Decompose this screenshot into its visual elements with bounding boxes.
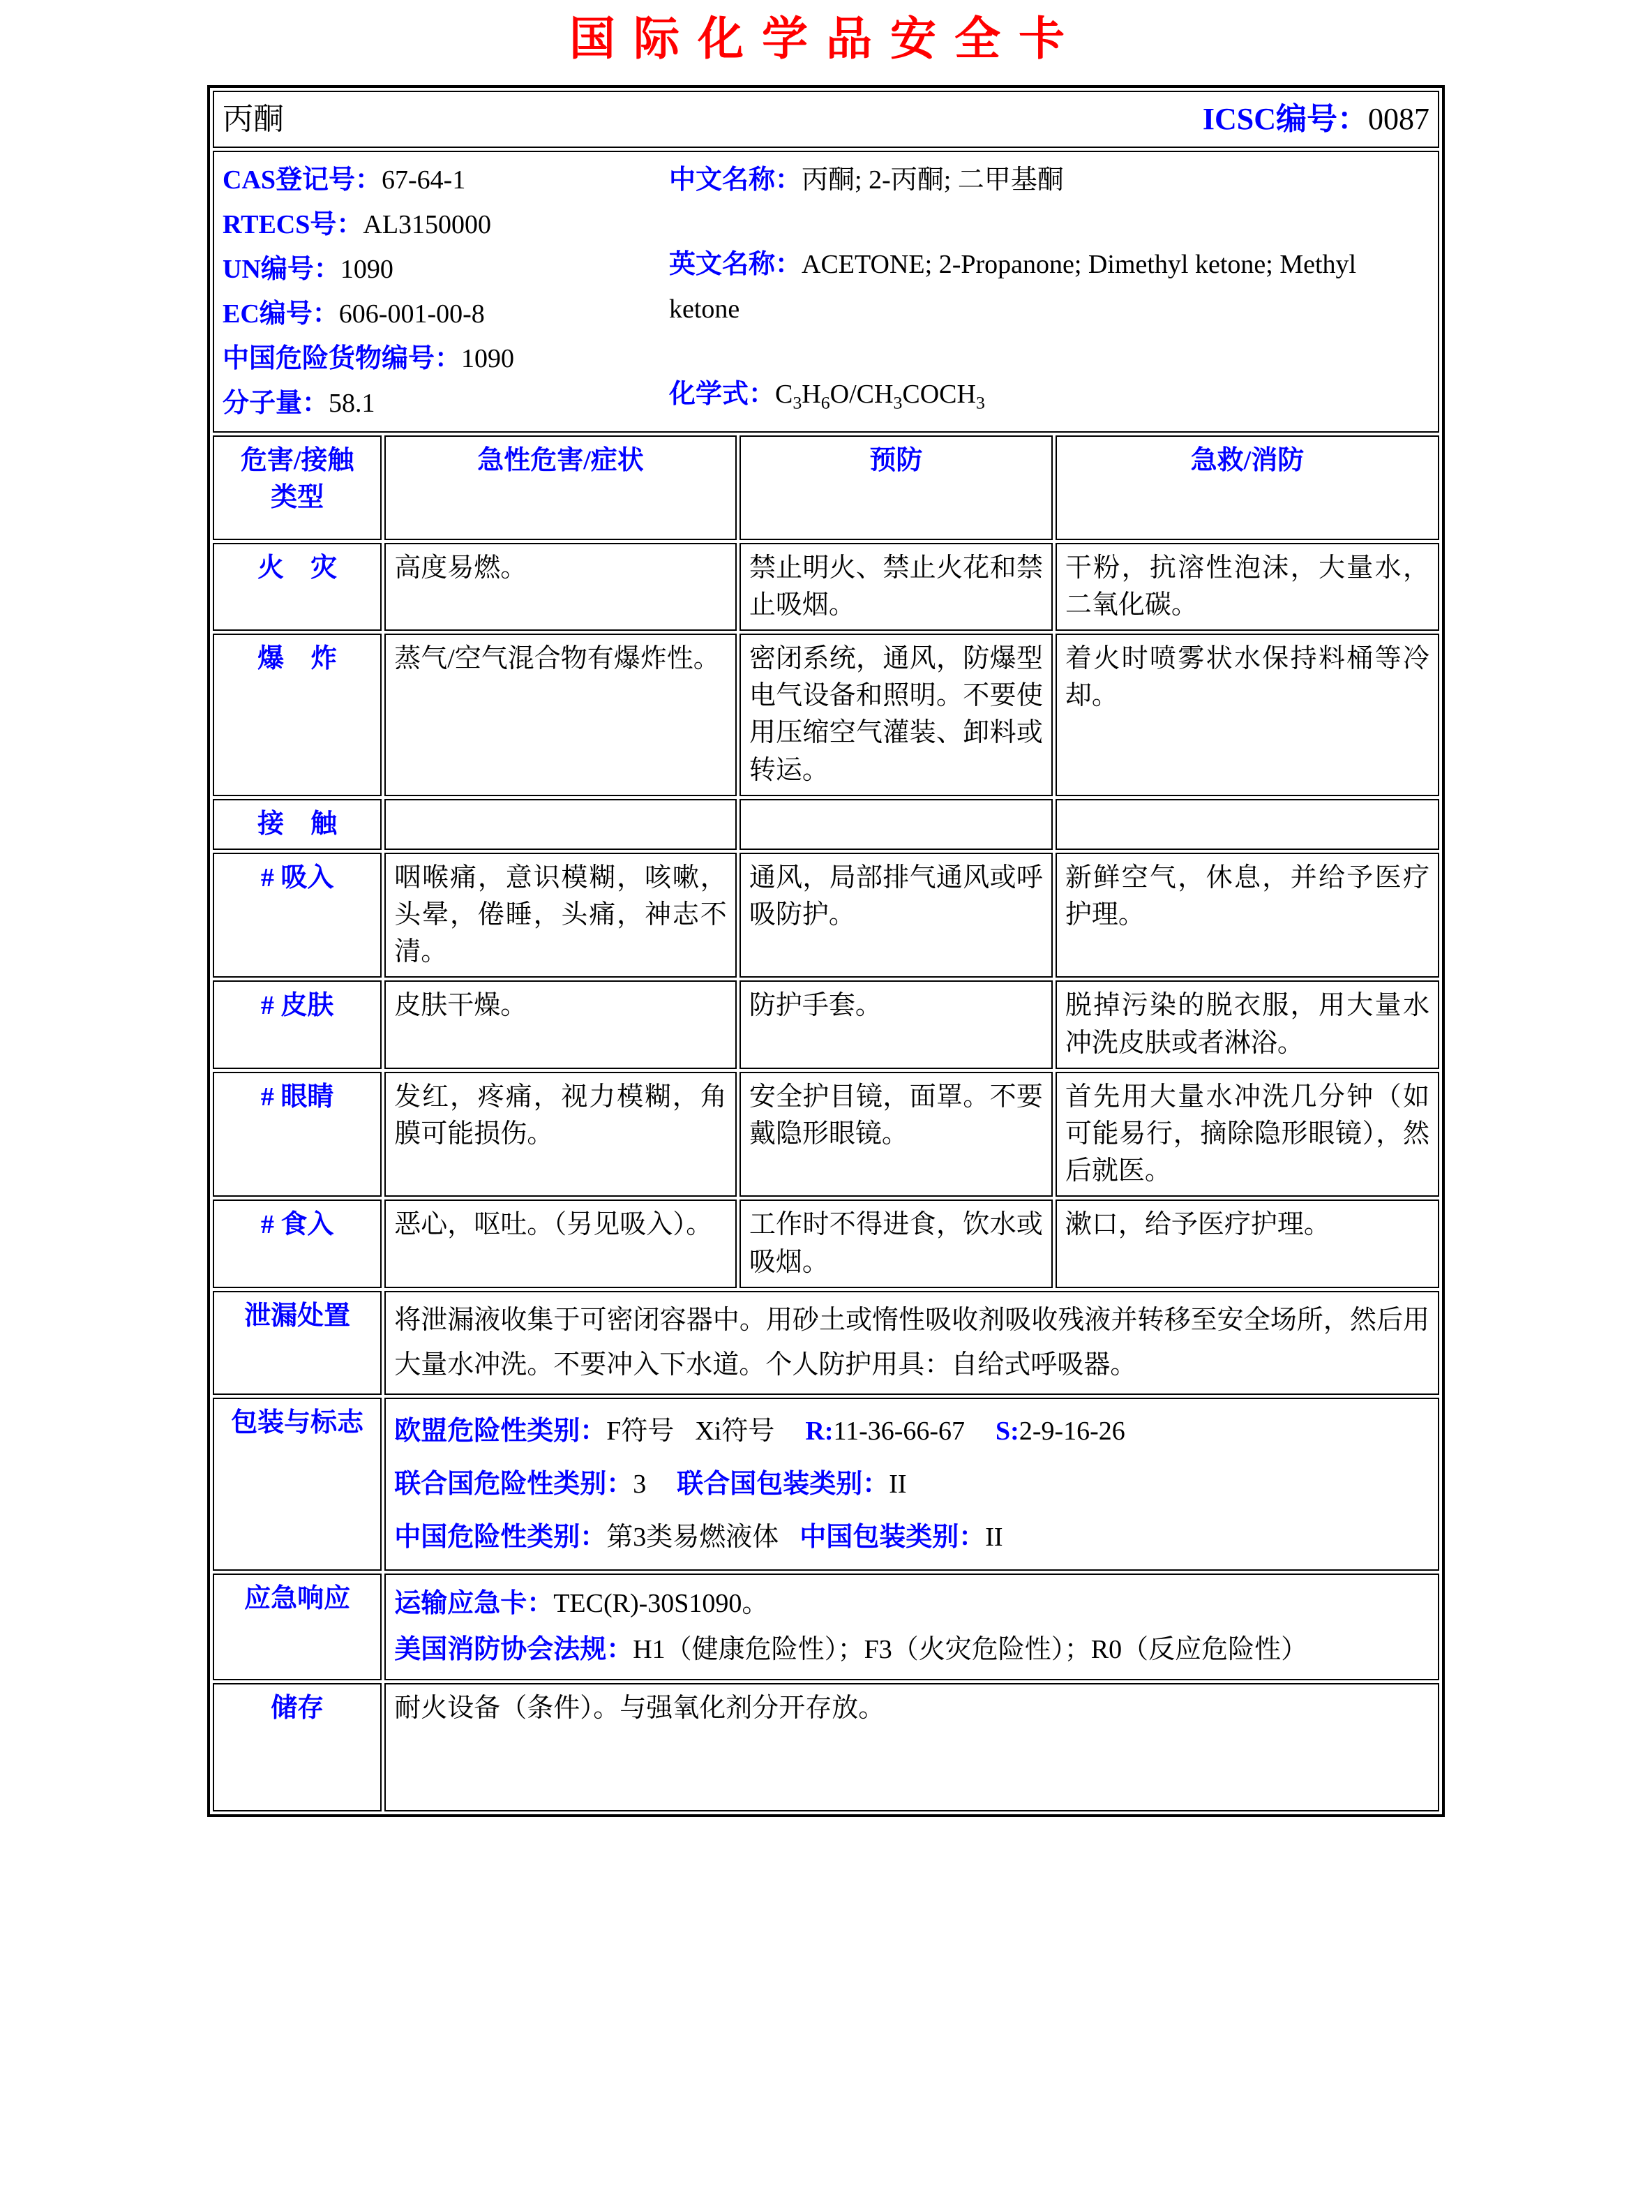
hazard-row-eyes [213,1072,1439,1197]
explosion-label: 爆 炸 [213,634,382,796]
english-name: 英文名称：ACETONE; 2-Propanone; Dimethyl ketone; Methyl ketone [669,250,1357,324]
page-title: 国际化学品安全卡 [569,13,1083,64]
identification-numbers [223,158,669,426]
hazard-header-response: 急救/消防 [1056,435,1439,540]
cn-class-label: 中国危险性类别： [394,1522,607,1552]
storage-text: 耐火设备（条件）。与强氧化剂分开存放。 [394,1693,885,1723]
un-class-label: 联合国危险性类别： [394,1469,633,1499]
eyes-response: 首先用大量水冲洗几分钟（如可能易行，摘除隐形眼镜），然后就医。 [1056,1072,1439,1197]
contact-symptoms [384,799,737,850]
fire-symptoms: 高度易燃。 [384,543,737,631]
inhalation-response: 新鲜空气，休息，并给予医疗护理。 [1056,853,1439,978]
nfpa-value: H1（健康危险性）；F3（火灾危险性）；R0（反应危险性） [633,1635,1308,1665]
card-header-cell [213,91,1439,148]
eu-class-value-1: F符号 [606,1416,675,1446]
hazard-row-ingestion [213,1200,1439,1287]
safety-card-table [207,85,1445,1817]
un-number: UN编号：1090 [223,254,393,284]
cn-class-value: 第3类易燃液体 [606,1522,779,1552]
identification-names [669,158,1429,426]
identification-row [213,151,1439,433]
eyes-prevention: 安全护目镜，面罩。不要戴隐形眼镜。 [739,1072,1053,1197]
s-phrases-label: S: [996,1416,1019,1446]
packaging-eu-line [394,1405,1429,1458]
packaging-un-line [394,1458,1429,1511]
spill-row [213,1291,1439,1395]
transport-card-line [394,1580,1429,1627]
contact-prevention [739,799,1053,850]
packaging-label: 包装与标志 [213,1398,382,1571]
inhalation-prevention: 通风，局部排气通风或呼吸防护。 [739,853,1053,978]
explosion-prevention: 密闭系统，通风，防爆型电气设备和照明。不要使用压缩空气灌装、卸料或转运。 [739,634,1053,796]
emergency-row [213,1574,1439,1680]
icsc-number-value: 0087 [1368,102,1429,136]
emergency-label: 应急响应 [213,1574,382,1680]
storage-label: 储存 [213,1683,382,1811]
packaging-row [213,1398,1439,1571]
un-class-value: 3 [633,1469,647,1499]
explosion-symptoms: 蒸气/空气混合物有爆炸性。 [384,634,737,796]
un-pack-value: II [889,1469,907,1499]
icsc-number [1203,98,1429,141]
ingestion-label: # 食入 [213,1200,382,1287]
hazard-header-type: 危害/接触 类型 [213,435,382,540]
ingestion-prevention: 工作时不得进食，饮水或吸烟。 [739,1200,1053,1287]
emergency-content [384,1574,1439,1680]
eyes-symptoms: 发红，疼痛，视力模糊，角膜可能损伤。 [384,1072,737,1197]
card-header-row [213,91,1439,148]
s-phrases-value: 2-9-16-26 [1019,1416,1125,1446]
molecular-weight: 分子量：58.1 [223,388,375,418]
hazard-row-fire [213,543,1439,631]
fire-response: 干粉，抗溶性泡沫，大量水，二氧化碳。 [1056,543,1439,631]
chinese-name: 中文名称：丙酮; 2-丙酮; 二甲基酮 [669,165,1064,195]
substance-name: 丙酮 [223,102,284,136]
inhalation-label: # 吸入 [213,853,382,978]
storage-content [384,1683,1439,1811]
identification-cell [213,151,1439,433]
rtecs-number: RTECS号：AL3150000 [223,209,492,239]
skin-symptoms: 皮肤干燥。 [384,980,737,1068]
cas-number: CAS登记号：67-64-1 [223,165,466,195]
eu-class-value-2: Xi符号 [695,1416,775,1446]
eyes-label: # 眼睛 [213,1072,382,1197]
hazard-row-inhalation [213,853,1439,978]
storage-row [213,1683,1439,1811]
r-phrases-value: 11-36-66-67 [833,1416,966,1446]
icsc-number-label: ICSC编号： [1202,102,1368,136]
hazard-row-contact [213,799,1439,850]
inhalation-symptoms: 咽喉痛，意识模糊，咳嗽，头晕，倦睡，头痛，神志不清。 [384,853,737,978]
hazard-row-explosion [213,634,1439,796]
transport-card-label: 运输应急卡： [394,1588,554,1618]
hazard-header-row [213,435,1439,540]
skin-response: 脱掉污染的脱衣服，用大量水冲洗皮肤或者淋浴。 [1056,980,1439,1068]
eu-class-label: 欧盟危险性类别： [394,1416,607,1446]
chemical-formula: 化学式：$C_3H_6O/CH_3COCH_3$ [669,380,985,413]
ingestion-response: 漱口，给予医疗护理。 [1056,1200,1439,1287]
cn-pack-label: 中国包装类别： [799,1522,986,1552]
r-phrases-label: R: [805,1416,834,1446]
packaging-cn-line [394,1511,1429,1564]
china-dg-number: 中国危险货物编号：1090 [223,343,515,373]
cn-pack-value: II [985,1522,1003,1552]
skin-label: # 皮肤 [213,980,382,1068]
spill-label: 泄漏处置 [213,1291,382,1395]
un-pack-label: 联合国包装类别： [677,1469,889,1499]
skin-prevention: 防护手套。 [739,980,1053,1068]
hazard-header-symptoms: 急性危害/症状 [384,435,737,540]
nfpa-line [394,1627,1429,1673]
ingestion-symptoms: 恶心，呕吐。（另见吸入）。 [384,1200,737,1287]
transport-card-value: TEC(R)-30S1090。 [553,1588,769,1618]
fire-label: 火 灾 [213,543,382,631]
ec-number: EC编号：606-001-00-8 [223,299,485,329]
contact-response [1056,799,1439,850]
hazard-row-skin [213,980,1439,1068]
packaging-content [384,1398,1439,1571]
explosion-response: 着火时喷雾状水保持料桶等冷却。 [1056,634,1439,796]
spill-content: 将泄漏液收集于可密闭容器中。用砂土或惰性吸收剂吸收残液并转移至安全场所，然后用大量水冲洗。不要冲入下水道。个人防护用具：自给式呼吸器。 [384,1291,1439,1395]
contact-label: 接 触 [213,799,382,850]
hazard-header-prevention: 预防 [739,435,1053,540]
fire-prevention: 禁止明火、禁止火花和禁止吸烟。 [739,543,1053,631]
nfpa-label: 美国消防协会法规： [394,1635,633,1665]
